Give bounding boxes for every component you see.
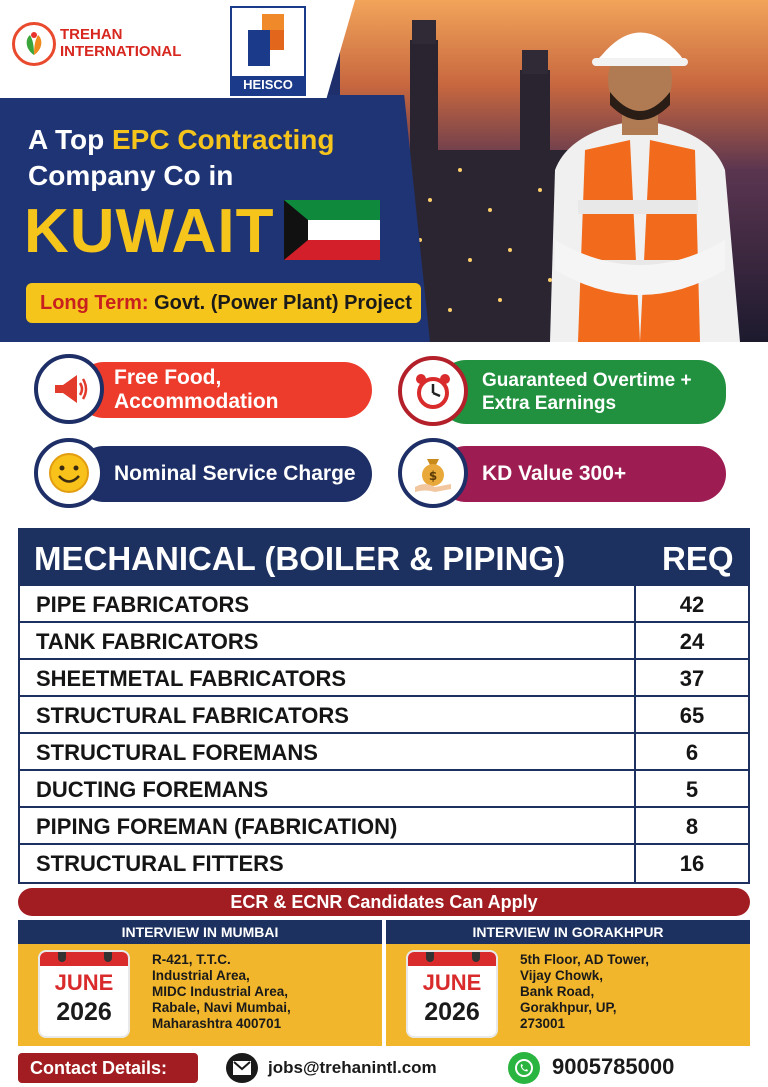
project-term-badge xyxy=(26,283,421,323)
headline-highlight: EPC Contracting xyxy=(111,124,335,155)
contact-phone[interactable]: 9005785000 xyxy=(552,1054,675,1079)
positions-table xyxy=(18,586,750,884)
address-line: Vijay Chowk, xyxy=(520,968,604,983)
table-header xyxy=(18,528,750,586)
headline-line1 xyxy=(28,124,334,156)
benefit-overtime xyxy=(438,360,726,424)
position-req: 24 xyxy=(634,623,748,660)
trehan-line2: INTERNATIONAL xyxy=(60,43,182,60)
position-req: 16 xyxy=(634,845,748,882)
heisco-label: HEISCO xyxy=(232,76,304,94)
heisco-logo xyxy=(230,6,306,96)
table-row xyxy=(20,734,748,771)
position-name: DUCTING FOREMANS xyxy=(36,777,269,802)
benefit-label: Nominal Service Charge xyxy=(114,462,356,485)
position-name: STRUCTURAL FABRICATORS xyxy=(36,703,349,728)
table-row xyxy=(20,845,748,882)
envelope-icon xyxy=(226,1053,258,1083)
interview-title: INTERVIEW IN MUMBAI xyxy=(18,920,382,944)
position-name: PIPING FOREMAN (FABRICATION) xyxy=(36,814,398,839)
position-name: SHEETMETAL FABRICATORS xyxy=(36,666,347,691)
benefit-label-line2: Extra Earnings xyxy=(482,393,617,414)
table-row xyxy=(20,771,748,808)
money-bag-icon xyxy=(398,438,468,508)
kuwait-flag-icon xyxy=(284,200,380,260)
position-name: STRUCTURAL FOREMANS xyxy=(36,740,318,765)
interview-month: JUNE xyxy=(422,970,482,995)
country-title: KUWAIT xyxy=(24,197,275,266)
contact-email[interactable]: jobs@trehanintl.com xyxy=(268,1058,437,1077)
smiley-icon xyxy=(34,438,104,508)
address-line: Maharashtra 400701 xyxy=(152,1016,282,1031)
address-line: R-421, T.T.C. xyxy=(152,952,231,967)
address-line: Industrial Area, xyxy=(152,968,250,983)
interview-address xyxy=(520,952,740,1032)
headline-prefix: A Top xyxy=(28,124,112,155)
benefit-kd-value xyxy=(438,446,726,502)
position-req: 6 xyxy=(634,734,748,771)
svg-text:$: $ xyxy=(428,469,438,483)
interview-month: JUNE xyxy=(54,970,114,995)
hero-section xyxy=(0,0,768,342)
trehan-wordmark xyxy=(60,26,181,60)
position-req: 42 xyxy=(634,586,748,623)
address-line: Bank Road, xyxy=(520,984,595,999)
calendar-icon xyxy=(406,950,498,1038)
position-req: 37 xyxy=(634,660,748,697)
address-line: Gorakhpur, UP, xyxy=(520,1000,617,1015)
megaphone-icon xyxy=(34,354,104,424)
benefit-label: KD Value 300+ xyxy=(482,462,627,485)
interview-title: INTERVIEW IN GORAKHPUR xyxy=(386,920,750,944)
alarm-clock-icon xyxy=(398,356,468,426)
eligibility-banner: ECR & ECNR Candidates Can Apply xyxy=(18,888,750,916)
heisco-mark-icon xyxy=(232,8,304,78)
term-label: Long Term: xyxy=(40,292,149,314)
position-req: 5 xyxy=(634,771,748,808)
benefit-service-charge xyxy=(76,446,372,502)
interview-mumbai-panel xyxy=(18,920,382,1046)
position-req: 65 xyxy=(634,697,748,734)
table-row xyxy=(20,586,748,623)
position-name: STRUCTURAL FITTERS xyxy=(36,851,284,876)
trehan-line1: TREHAN xyxy=(60,26,123,43)
address-line: 273001 xyxy=(520,1016,566,1031)
contact-label: Contact Details: xyxy=(18,1053,198,1083)
benefit-label: Free Food, Accommodation xyxy=(114,366,279,413)
table-title: MECHANICAL (BOILER & PIPING) xyxy=(34,540,566,577)
whatsapp-icon xyxy=(508,1052,540,1084)
address-line: MIDC Industrial Area, xyxy=(152,984,289,999)
position-name: PIPE FABRICATORS xyxy=(36,592,250,617)
headline-line2: Company Co in xyxy=(28,160,234,191)
interview-year: 2026 xyxy=(424,998,480,1026)
calendar-icon xyxy=(38,950,130,1038)
benefit-label-line1: Guaranteed Overtime + xyxy=(482,370,692,391)
term-value: Govt. (Power Plant) Project xyxy=(148,292,412,314)
address-line: Rabale, Navi Mumbai, xyxy=(152,1000,291,1015)
table-row xyxy=(20,808,748,845)
table-row xyxy=(20,697,748,734)
interview-gorakhpur-panel xyxy=(386,920,750,1046)
interview-address xyxy=(152,952,372,1032)
position-name: TANK FABRICATORS xyxy=(36,629,259,654)
table-row xyxy=(20,623,748,660)
trehan-logo-icon xyxy=(12,22,56,66)
address-line: 5th Floor, AD Tower, xyxy=(520,952,650,967)
table-row xyxy=(20,660,748,697)
position-req: 8 xyxy=(634,808,748,845)
table-req-header: REQ xyxy=(662,540,734,577)
interview-year: 2026 xyxy=(56,998,112,1026)
benefit-food-accommodation xyxy=(76,362,372,418)
